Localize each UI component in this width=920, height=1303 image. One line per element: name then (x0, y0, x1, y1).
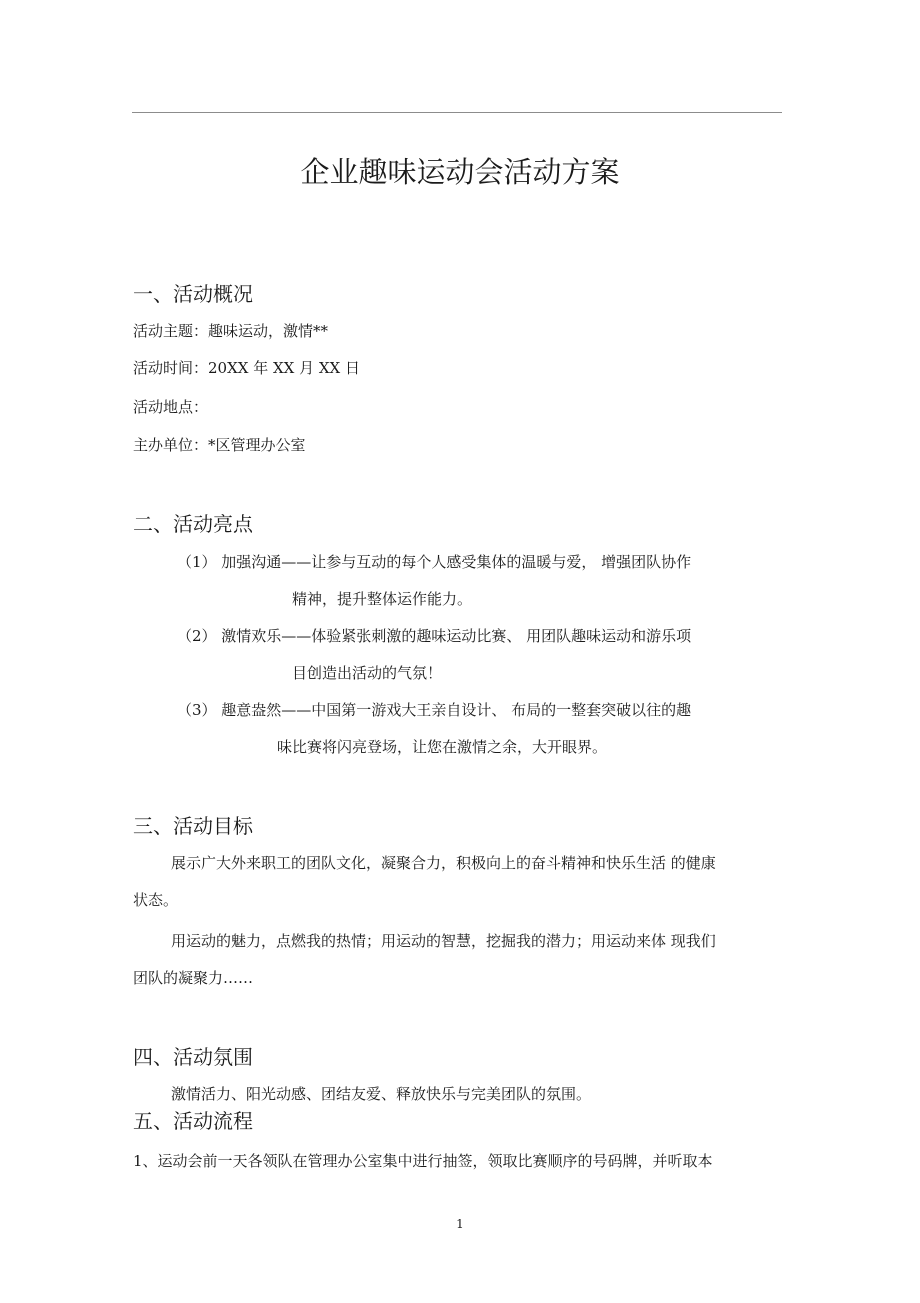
atmosphere-text: 激情活力、阳光动感、团结友爱、释放快乐与完美团队的氛围。 (171, 1085, 592, 1103)
section-heading-process: 五、活动流程 (133, 1109, 253, 1133)
highlight-2-line2: 目创造出活动的气氛！ (292, 664, 443, 682)
activity-theme: 活动主题：趣味运动，激情** (133, 322, 329, 340)
section-heading-highlights: 二、活动亮点 (133, 512, 253, 536)
process-step-1: 1、运动会前一天各领队在管理办公室集中进行抽签，领取比赛顺序的号码牌，并听取本 (133, 1152, 713, 1170)
highlight-1-line2: 精神，提升整体运作能力。 (292, 590, 473, 608)
highlight-1-line1: （1） 加强沟通——让参与互动的每个人感受集体的温暖与爱， 增强团队协作 (177, 553, 692, 571)
highlight-2-line1: （2） 激情欢乐——体验紧张刺激的趣味运动比赛、 用团队趣味运动和游乐项 (177, 627, 692, 645)
activity-place: 活动地点： (133, 398, 209, 416)
highlight-3-line2: 味比赛将闪亮登场，让您在激情之余，大开眼界。 (277, 738, 608, 756)
goal-paragraph-1-line2: 状态。 (133, 891, 179, 909)
header-rule (132, 112, 782, 113)
section-heading-overview: 一、活动概况 (133, 282, 253, 306)
section-heading-goals: 三、活动目标 (133, 814, 253, 838)
activity-time: 活动时间：20XX 年 XX 月 XX 日 (133, 359, 361, 377)
page-number: 1 (456, 1217, 464, 1231)
section-heading-atmosphere: 四、活动氛围 (133, 1045, 253, 1069)
activity-host: 主办单位：*区管理办公室 (133, 436, 306, 454)
document-title: 企业趣味运动会活动方案 (300, 155, 620, 189)
goal-paragraph-2-line1: 用运动的魅力，点燃我的热情；用运动的智慧，挖掘我的潜力；用运动来体 现我们 (171, 932, 716, 950)
goal-paragraph-2-line2: 团队的凝聚力…… (133, 969, 254, 987)
highlight-3-line1: （3） 趣意盎然——中国第一游戏大王亲自设计、 布局的一整套突破以往的趣 (177, 701, 692, 719)
goal-paragraph-1-line1: 展示广大外来职工的团队文化，凝聚合力，积极向上的奋斗精神和快乐生活 的健康 (171, 854, 716, 872)
